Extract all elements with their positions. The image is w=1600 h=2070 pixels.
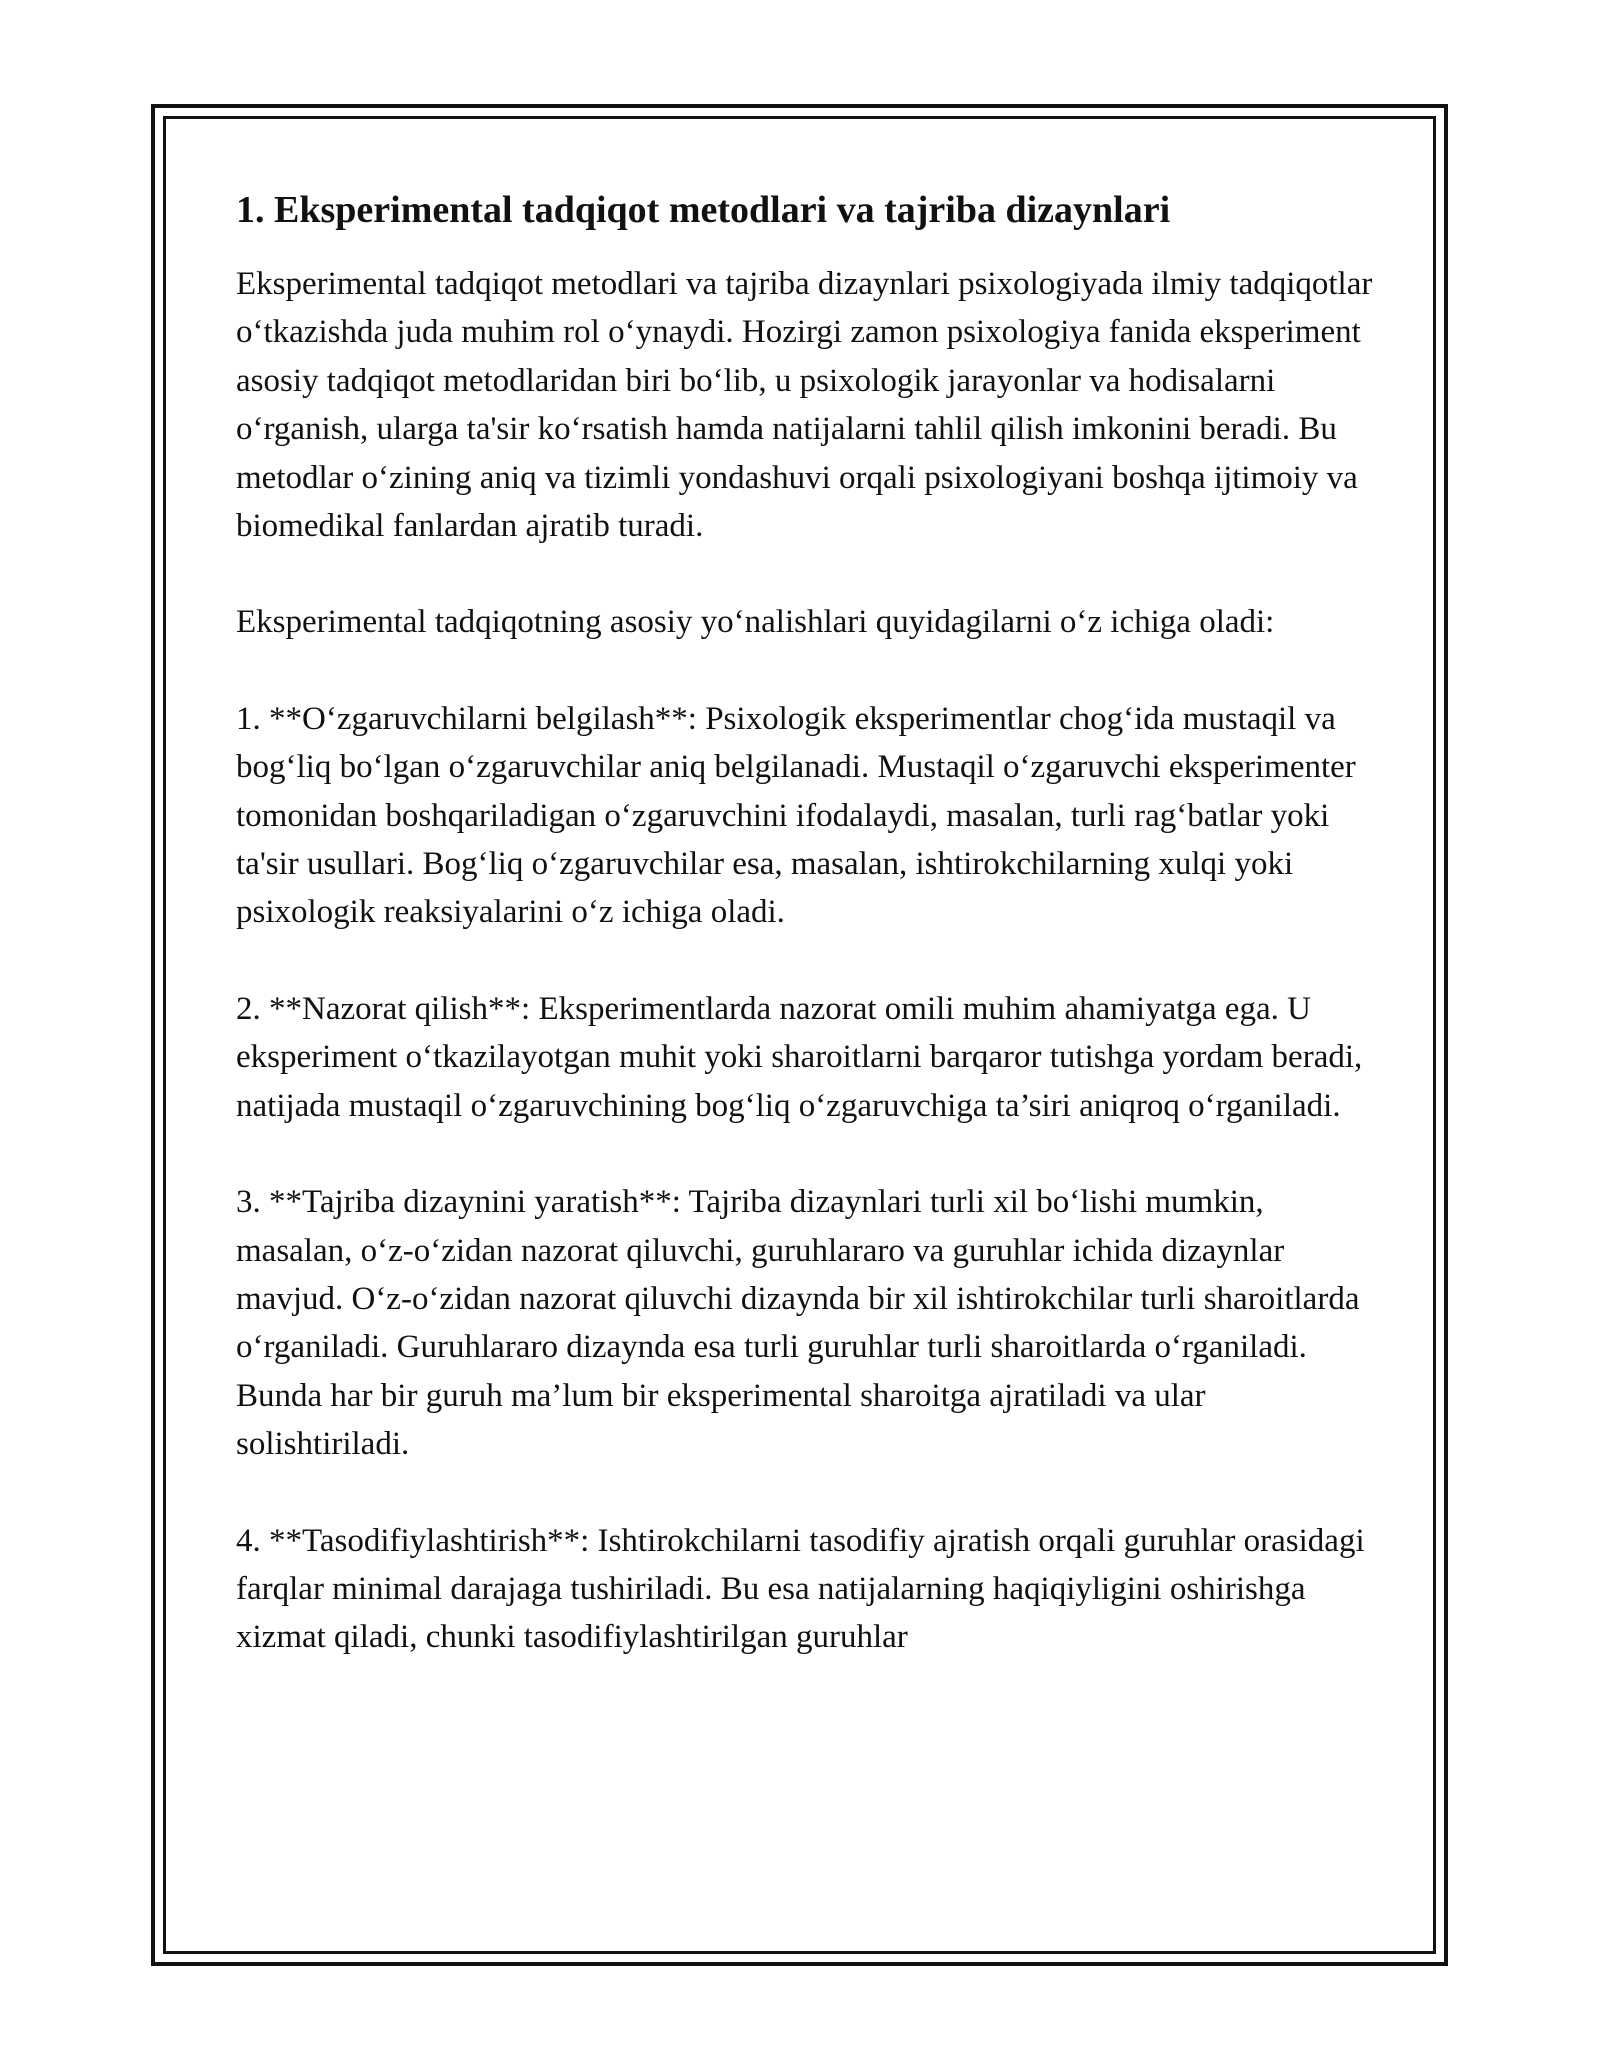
section-heading: 1. Eksperimental tadqiqot metodlari va tajriba dizaynlari [236,189,1171,231]
paragraph-randomization: 4. **Tasodifiylashtirish**: Ishtirokchilarni tasodifiy ajratish orqali guruhlar orasidagi farqlar minimal darajaga tushiriladi. Bu esa natijalarning haqiqiyligini oshirishga xizmat qiladi, chunki tasodifiylashtirilgan guruhlar [236,1522,1365,1656]
paragraph-control: 2. **Nazorat qilish**: Eksperimentlarda nazorat omili muhim ahamiyatga ega. U eksperiment o‘tkazilayotgan muhit yoki sharoitlarni barqaror tutishga yordam beradi, natijada mustaqil o‘zgaruvchining bog‘liq o‘zgaruvchiga ta’siri aniqroq o‘rganiladi. [236,990,1363,1124]
paragraph-directions: Eksperimental tadqiqotning asosiy yo‘nalishlari quyidagilarni o‘z ichiga oladi: [236,604,1275,641]
paragraph-design: 3. **Tajriba dizaynini yaratish**: Tajriba dizaynlari turli xil bo‘lishi mumkin, masalan, o‘z-o‘zidan nazorat qiluvchi, guruhlararo va guruhlar ichida dizaynlar mavjud. O‘z-o‘zidan nazorat qiluvchi dizaynda bir xil ishtirokchilar turli sharoitlarda o‘rganiladi. Guruhlararo dizaynda esa turli guruhlar turli sharoitlarda o‘rganiladi. Bunda har bir guruh ma’lum bir eksperimental sharoitga ajratiladi va ular solishtiriladi. [236,1184,1360,1463]
paragraph-variables: 1. **O‘zgaruvchilarni belgilash**: Psixologik eksperimentlar chog‘ida mustaqil va bog‘liq bo‘lgan o‘zgaruvchilar aniq belgilanadi. Mustaqil o‘zgaruvchi eksperimenter tomonidan boshqariladigan o‘zgaruvchini ifodalaydi, masalan, turli rag‘batlar yoki ta'sir usullari. Bog‘liq o‘zgaruvchilar esa, masalan, ishtirokchilarning xulqi yoki psixologik reaksiyalarini o‘z ichiga oladi. [236,700,1356,931]
paragraph-intro: Eksperimental tadqiqot metodlari va tajriba dizaynlari psixologiyada ilmiy tadqiqotlar o‘tkazishda juda muhim rol o‘ynaydi. Hozirgi zamon psixologiya fanida eksperiment asosiy tadqiqot metodlaridan biri bo‘lib, u psixologik jarayonlar va hodisalarni o‘rganish, ularga ta'sir ko‘rsatish hamda natijalarni tahlil qilish imkonini beradi. Bu metodlar o‘zining aniq va tizimli yondashuvi orqali psixologiyani boshqa ijtimoiy va biomedikal fanlardan ajratib turadi. [236,266,1373,545]
document-body [236,186,1376,1710]
